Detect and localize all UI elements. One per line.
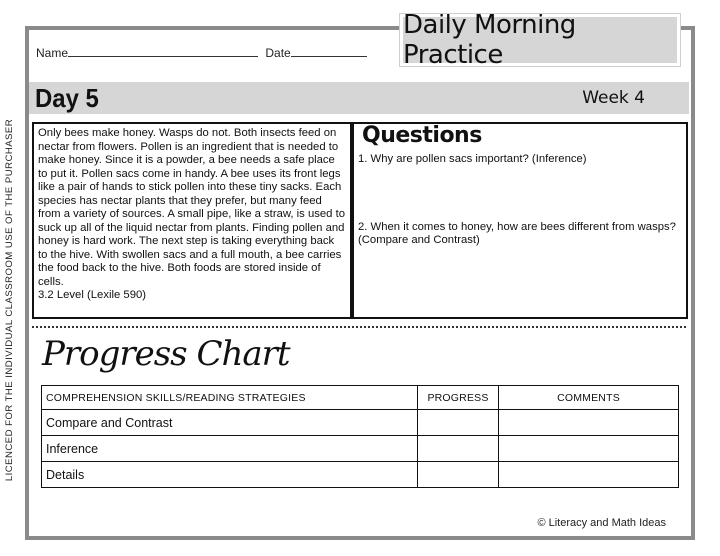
comments-cell[interactable] — [499, 410, 679, 436]
question-1: 1. Why are pollen sacs important? (Inference) — [358, 153, 587, 165]
progress-cell[interactable] — [418, 462, 499, 488]
reading-passage — [32, 122, 352, 319]
column-header-comments: COMMENTS — [499, 386, 679, 410]
column-header-progress: PROGRESS — [418, 386, 499, 410]
comments-cell[interactable] — [499, 436, 679, 462]
table-row — [42, 410, 679, 436]
questions-panel — [352, 122, 688, 319]
progress-cell[interactable] — [418, 436, 499, 462]
question-2: 2. When it comes to honey, how are bees different from wasps? (Compare and Contrast) — [358, 220, 676, 246]
skill-cell: Inference — [42, 436, 418, 462]
progress-chart-heading: Progress Chart — [42, 334, 290, 374]
skill-cell: Details — [42, 462, 418, 488]
progress-cell[interactable] — [418, 410, 499, 436]
name-label: Name — [36, 46, 69, 60]
table-header-row — [42, 386, 679, 410]
column-header-skills: COMPREHENSION SKILLS/READING STRATEGIES — [42, 386, 418, 410]
questions-heading: Questions — [362, 123, 482, 148]
dotted-divider — [32, 326, 686, 328]
table-row — [42, 436, 679, 462]
name-blank[interactable] — [68, 46, 258, 57]
name-date-line — [36, 46, 367, 60]
passage-level: 3.2 Level (Lexile 590) — [38, 289, 147, 301]
progress-table — [41, 385, 679, 488]
skill-cell: Compare and Contrast — [42, 410, 418, 436]
date-blank[interactable] — [291, 46, 367, 57]
week-label: Week 4 — [582, 88, 645, 108]
day-bar — [29, 82, 689, 114]
day-title: Day 5 — [35, 83, 99, 113]
worksheet-title: Daily Morning Practice — [400, 14, 680, 66]
comments-cell[interactable] — [499, 462, 679, 488]
table-row — [42, 462, 679, 488]
copyright-notice: © Literacy and Math Ideas — [537, 517, 666, 529]
passage-text: Only bees make honey. Wasps do not. Both insects feed on nectar from flowers. Pollen is an ingredient that is needed to make honey. Since it is a powder, a bee needs a safe place to put it. Pollen sacs come in handy. A bee uses its front legs like a pair of hands to stick pollen into these tiny sacks. Each species has nectar plants that they prefer, but many feed from a variety of sources. A small pipe, like a straw, is used to suck up all of the liquid nectar from plants. Finding pollen and honey is hard work. The next step is taking everything back to the hive. With swollen sacs and a full mouth, a bee carries the food back to the hive. Both foods are stored inside of cells. — [38, 127, 346, 288]
date-label: Date — [265, 46, 291, 60]
license-notice: LICENCED FOR THE INDIVIDUAL CLASSROOM USE OF THE PURCHASER — [4, 118, 15, 482]
